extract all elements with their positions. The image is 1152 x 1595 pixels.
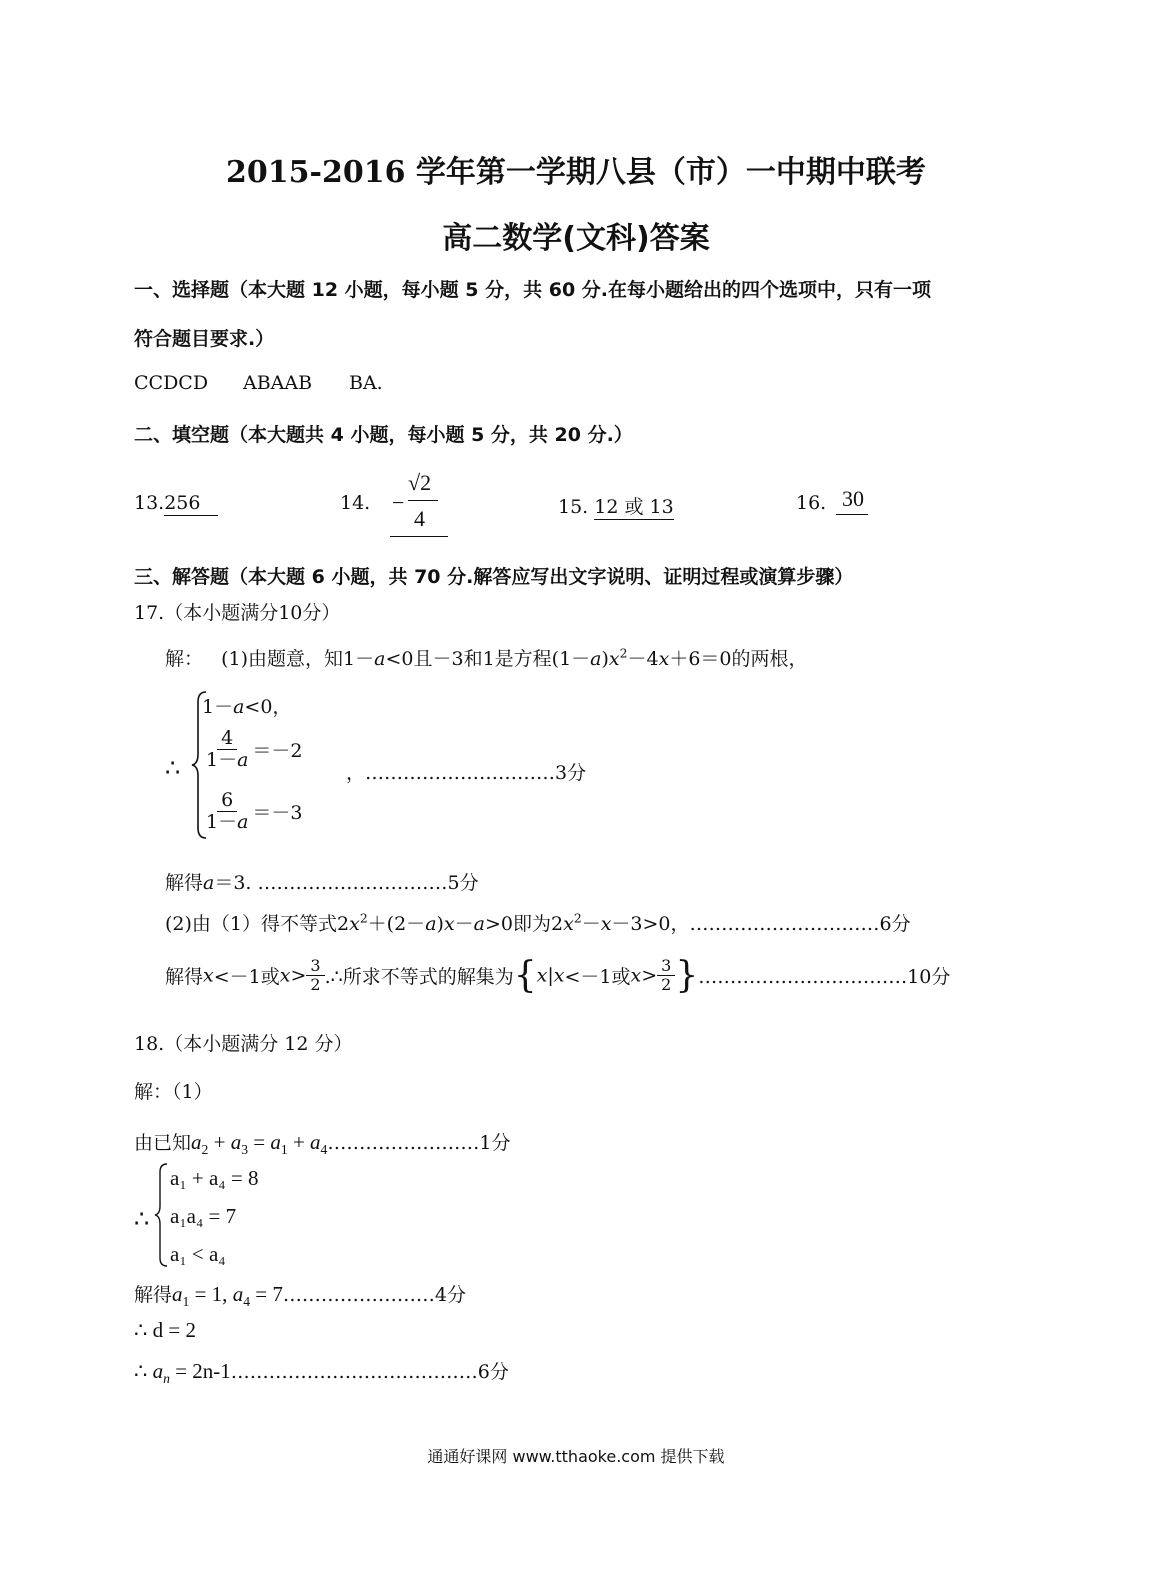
var-x: x xyxy=(203,964,214,987)
q14-den: 4 xyxy=(414,506,425,531)
q17-l1d: －4 xyxy=(627,648,659,670)
sec1-answers-3: BA. xyxy=(349,372,383,394)
denominator xyxy=(202,812,252,833)
denominator: 2 xyxy=(310,975,321,994)
sec1-heading-line2: 符合题目要求.） xyxy=(134,328,275,350)
sec1-answers-1: CCDCD xyxy=(134,372,209,394)
var-x: x xyxy=(658,648,670,670)
q14-sign: − xyxy=(392,490,405,515)
q17-l1a: (1)由题意，知1－ xyxy=(221,648,375,670)
q18-header: 18.（本小题满分 12 分） xyxy=(134,1033,353,1055)
q17-solved-a: 解得 xyxy=(165,872,204,894)
set-open-brace: { xyxy=(513,955,537,996)
q17-solved xyxy=(165,868,479,895)
var-x: x xyxy=(443,913,455,935)
q15-label: 15. xyxy=(558,496,589,518)
denominator xyxy=(202,750,252,771)
var-x: x xyxy=(536,964,548,987)
var-x: x xyxy=(349,913,360,935)
q18-an-b: = 2n-1 xyxy=(175,1359,231,1383)
q17-sys1: 1－ xyxy=(202,696,234,718)
q18-solved-b: ……………………4分 xyxy=(282,1284,466,1306)
doc-subtitle: 高二数学(文科)答案 xyxy=(442,221,710,256)
sec1-answers-2: ABAAB xyxy=(243,372,313,394)
q18-sys-row2: a₁a₄ = 7 xyxy=(170,1204,237,1228)
q17-sys1b: <0， xyxy=(244,696,292,718)
den-text: 1－ xyxy=(206,810,238,833)
q17-line1 xyxy=(165,644,808,671)
q17-f2r: ＝－3 xyxy=(252,801,303,824)
q17-p2b: ＋(2－ xyxy=(367,913,426,935)
q17-p3b: <－1或 xyxy=(213,966,280,988)
var-a: a xyxy=(473,913,485,935)
q17-p2e: >0即为2 xyxy=(485,913,564,935)
var-x: x xyxy=(279,964,291,987)
q18-an-a: ∴ xyxy=(134,1359,153,1383)
den-text: 1－ xyxy=(206,748,238,771)
var-a: a xyxy=(425,913,437,935)
var-x: x xyxy=(600,913,612,935)
q18-an-c: …………………………………6分 xyxy=(230,1361,509,1383)
q17-sys-row2 xyxy=(202,728,303,771)
q18-known-a: 由已知 xyxy=(134,1132,192,1154)
fraction-3-2 xyxy=(657,957,675,993)
var-x: x xyxy=(608,648,620,670)
q17-p3a: 解得 xyxy=(165,966,204,988)
var-a: a xyxy=(590,648,602,670)
q18-known-eq: $a_2 + a_3 = a_1 + a_4$ xyxy=(191,1130,328,1158)
q16-label: 16. xyxy=(796,492,827,514)
q13-answer xyxy=(134,492,218,514)
q17-sys-row3 xyxy=(202,790,303,833)
exp-2: 2 xyxy=(573,911,582,926)
q17-p2a: (2)由（1）得不等式2 xyxy=(165,913,350,935)
q14-root: √2 xyxy=(408,470,432,495)
numerator: 3 xyxy=(306,957,324,976)
q17-score-3: ，…………………………3分 xyxy=(346,762,587,784)
q17-p2f: － xyxy=(581,913,601,935)
q17-p2g: －3>0，…………………………6分 xyxy=(611,913,911,935)
q14-fraction-bar xyxy=(408,500,438,501)
q17-sys-row1 xyxy=(202,692,291,719)
exp-2: 2 xyxy=(359,911,368,926)
var-a: a xyxy=(237,810,249,833)
page-footer: 通通好课网 www.tthaoke.com 提供下载 xyxy=(427,1447,725,1466)
q18-therefore: ∴ xyxy=(134,1205,150,1233)
sec1-heading-line1: 一、选择题（本大题 12 小题，每小题 5 分，共 60 分.在每小题给出的四个选项中，只有一项 xyxy=(134,279,932,301)
q14-answer xyxy=(390,470,450,538)
q17-l1c: ) xyxy=(601,648,609,670)
var-x: x xyxy=(563,913,574,935)
q17-p2c: ) xyxy=(436,913,444,935)
q15-value: 12 或 13 xyxy=(594,496,674,518)
q17-part2 xyxy=(165,909,911,936)
q18-solved-eq: $a_1 = 1$, $a_4 = 7$ xyxy=(172,1282,283,1310)
q13-label: 13. xyxy=(134,492,165,514)
numerator: 6 xyxy=(217,790,237,812)
q18-known xyxy=(134,1128,510,1158)
q18-brace xyxy=(154,1162,170,1268)
q18-an-line xyxy=(134,1357,509,1387)
q18-an-var: $a_n$ xyxy=(152,1359,170,1387)
q18-sol: 解：（1） xyxy=(134,1081,213,1103)
q16-value: 30 xyxy=(836,486,868,515)
exp-2: 2 xyxy=(619,646,628,661)
q18-sys-row1: a₁ + a₄ = 8 xyxy=(170,1166,259,1190)
q17-therefore: ∴ xyxy=(165,754,181,782)
var-a: a xyxy=(374,648,386,670)
var-a: a xyxy=(203,872,215,894)
q17-sol-prefix: 解： xyxy=(165,648,204,670)
q15-answer xyxy=(558,492,674,519)
q17-f1r: ＝－2 xyxy=(252,739,303,762)
denominator: 2 xyxy=(661,975,672,994)
q17-p3c: > xyxy=(290,964,307,987)
q14-label: 14. xyxy=(340,492,371,514)
q13-value: 256 xyxy=(164,492,218,516)
q17-p3f: ……………………………10分 xyxy=(698,966,951,988)
sec3-heading: 三、解答题（本大题 6 小题，共 70 分.解答应写出文字说明、证明过程或演算步骤） xyxy=(134,566,854,588)
fraction xyxy=(202,728,252,771)
q17-p2d: － xyxy=(454,913,474,935)
sec2-heading: 二、填空题（本大题共 4 小题，每小题 5 分，共 20 分.） xyxy=(134,424,633,446)
q17-l1e: ＋6＝0的两根， xyxy=(669,648,808,670)
q18-known-b: ……………………1分 xyxy=(327,1132,511,1154)
numerator: 3 xyxy=(657,957,675,976)
var-x: x xyxy=(630,964,642,987)
q18-sys-row3: a₁ < a₄ xyxy=(170,1242,226,1266)
q17-p3c: > xyxy=(641,964,658,987)
doc-title: 2015-2016 学年第一学期八县（市）一中期中联考 xyxy=(226,155,926,190)
q17-p3e: <－1或 xyxy=(564,966,631,988)
numerator: 4 xyxy=(217,728,237,750)
fraction-3-2 xyxy=(306,957,324,993)
q18-d-line: ∴ d = 2 xyxy=(134,1318,196,1342)
q17-p3d: .∴所求不等式的解集为 xyxy=(324,966,514,988)
var-a: a xyxy=(237,748,249,771)
q18-solved xyxy=(134,1280,466,1310)
var-x: x xyxy=(553,964,565,987)
q18-solved-a: 解得 xyxy=(134,1284,173,1306)
fraction xyxy=(202,790,252,833)
q17-header: 17.（本小题满分10分） xyxy=(134,602,341,624)
q17-solved-b: ＝3. …………………………5分 xyxy=(214,872,479,894)
var-a: a xyxy=(233,696,245,718)
q14-underline xyxy=(390,536,448,537)
set-close-brace: } xyxy=(675,955,699,996)
q17-l1b: <0且－3和1是方程(1－ xyxy=(385,648,591,670)
q17-part3: 解得x<－1或x> $\frac{3}{2}$ .∴所求不等式的解集为{x|x<－1或x> $\frac{3}{2}$ }……………………………10分 xyxy=(165,955,951,996)
